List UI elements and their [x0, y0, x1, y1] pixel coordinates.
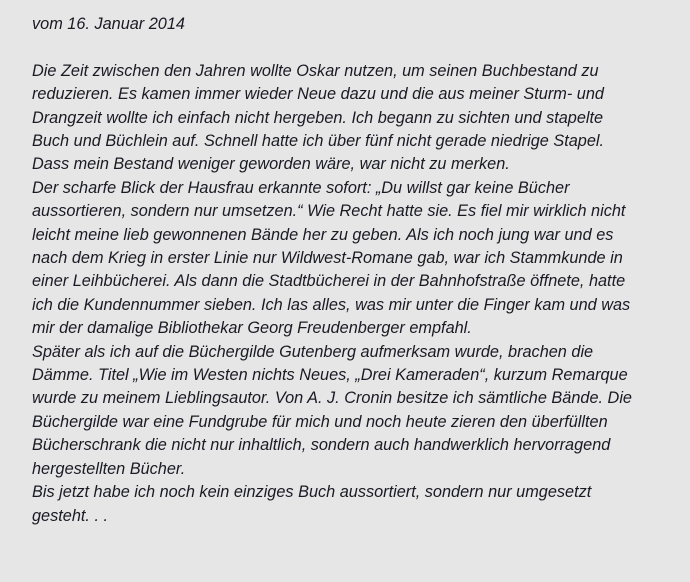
text-line: aussortieren, sondern nur umsetzen.“ Wie Recht hatte sie. Es fiel mir wirklich nicht — [32, 202, 626, 221]
text-line: Bis jetzt habe ich noch kein einziges Buch aussortiert, sondern nur umgesetzt — [32, 483, 592, 502]
text-line: reduzieren. Es kamen immer wieder Neue dazu und die aus meiner Sturm- und — [32, 85, 604, 104]
body-text — [32, 60, 680, 528]
text-line: nach dem Krieg in erster Linie nur Wildwest-Romane gab, war ich Stammkunde in — [32, 249, 623, 268]
text-line: Buch und Büchlein auf. Schnell hatte ich über fünf nicht gerade niedrige Stapel. — [32, 132, 605, 151]
text-line: Drangzeit wollte ich einfach nicht hergeben. Ich begann zu sichten und stapelte — [32, 108, 604, 127]
text-line: hergestellten Bücher. — [32, 459, 186, 478]
text-line: Bücherschrank die nicht nur inhaltlich, sondern auch handwerklich hervorragend — [32, 436, 611, 455]
text-line: Büchergilde war eine Fundgrube für mich und noch heute zieren den überfüllten — [32, 412, 608, 431]
text-line: mir der damalige Bibliothekar Georg Freudenberger empfahl. — [32, 319, 472, 338]
date-line: vom 16. Januar 2014 — [32, 15, 185, 33]
text-line: Dämme. Titel „Wie im Westen nichts Neues, „Drei Kameraden“, kurzum Remarque — [32, 366, 628, 385]
text-line: leicht meine lieb gewonnenen Bände her zu geben. Als ich noch jung war und es — [32, 225, 614, 244]
text-line: Dass mein Bestand weniger geworden wäre, war nicht zu merken. — [32, 155, 510, 174]
text-line: wurde zu meinem Lieblingsautor. Von A. J. Cronin besitze ich sämtliche Bände. Die — [32, 389, 632, 408]
text-line: ich die Kundennummer sieben. Ich las alles, was mir unter die Finger kam und was — [32, 295, 631, 314]
text-line: Der scharfe Blick der Hausfrau erkannte sofort: „Du willst gar keine Bücher — [32, 178, 570, 197]
text-line: einer Leihbücherei. Als dann die Stadtbücherei in der Bahnhofstraße öffnete, hatte — [32, 272, 626, 291]
text-line: Später als ich auf die Büchergilde Gutenberg aufmerksam wurde, brachen die — [32, 342, 594, 361]
text-line: Die Zeit zwischen den Jahren wollte Oskar nutzen, um seinen Buchbestand zu — [32, 61, 599, 80]
text-line: gesteht. . . — [32, 506, 109, 525]
